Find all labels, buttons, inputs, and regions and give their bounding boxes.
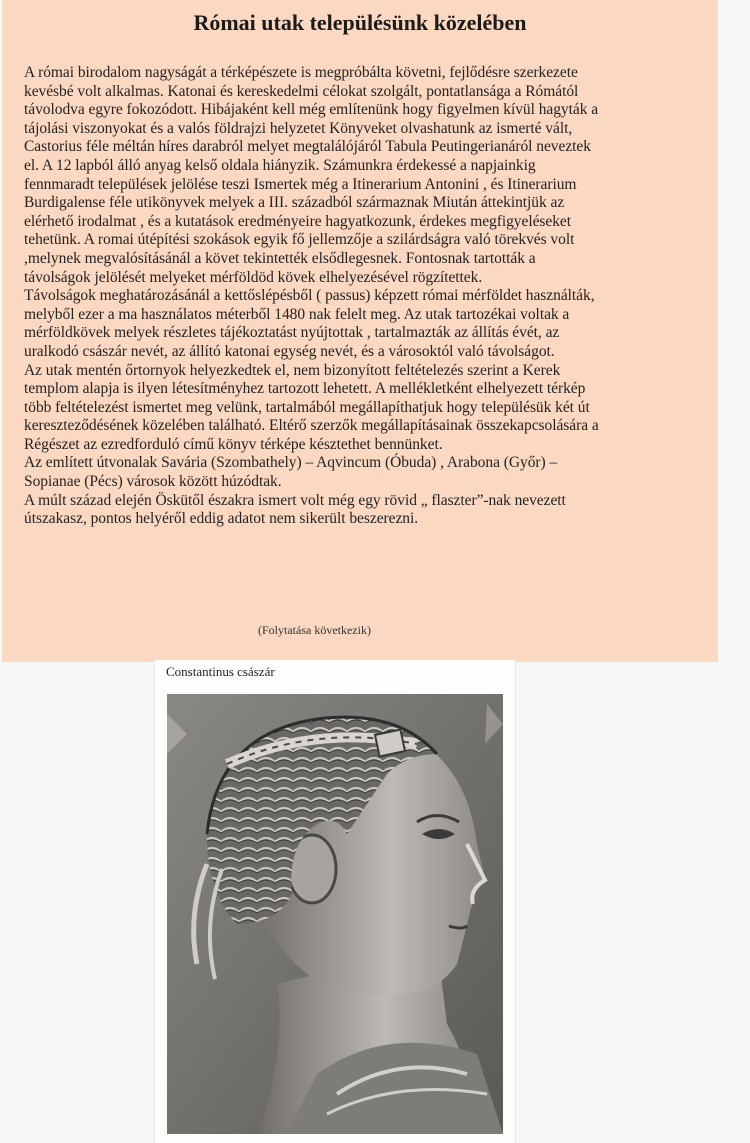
body-line: Az említett útvonalak Savária (Szombathely) – Aqvincum (Óbuda) , Arabona (Győr) – xyxy=(24,454,558,472)
body-line: fennmaradt települések jelölése teszi Ismertek még a Itinerarium Antonini , és Itinerarium xyxy=(24,175,577,193)
body-line: A római birodalom nagyságát a térképészete is megpróbálta követni, fejlődésre szerkezete xyxy=(24,64,578,81)
body-line: távolságok jelölését melyeket mérföldöd kövek elhelyezésével rögzítettek. xyxy=(24,268,483,286)
body-line: el. A 12 lapból álló anyag kelső oldala hiányzik. Számunkra érdekessé a napjainkig xyxy=(24,156,536,174)
body-line: több feltételezést ismertet meg velünk, tartalmából megállapíthatjuk hogy településük két út xyxy=(24,398,590,416)
body-line: Burdigalense féle utikönyvek melyek a III. századból származnak Miután áttekintjük az xyxy=(24,194,565,212)
body-line: Távolságok meghatározásánál a kettőslépésből ( passus) képzett római mérföldet használták, xyxy=(24,287,595,305)
body-line: Castorius féle méltán híres darabról melyet megtalálójáról Tabula Peutingerianáról neveztek xyxy=(24,138,591,156)
body-line: mérföldkövek melyek részletes tájékoztatást nyújtottak , tartalmazták az állítás évét, az xyxy=(24,324,560,342)
article-sheet xyxy=(2,0,718,662)
body-line: útszakasz, pontos helyéről eddig adatot nem sikerült beszerezni. xyxy=(24,510,419,528)
body-line: melyből ezer a ma használatos méterből 1480 nak felelt meg. Az utak tartozékai voltak a xyxy=(24,305,570,323)
page-title: Római utak településünk közelében xyxy=(193,10,527,35)
body-line: ,melynek megvalósításánál a követ tekintették elsődlegesnek. Fontosnak tartották a xyxy=(24,249,536,267)
body-line: elérhető irodalmat , és a kutatások eredményeire hagyatkozunk, érdekes megfigyeléseket xyxy=(24,212,572,230)
body-line: Az utak mentén őrtornyok helyezkedtek el, nem bizonyított feltételezés szerint a Kerek xyxy=(24,361,561,379)
body-line: tájolási viszonyokat és a valós földrajzi helyzetet Könyveket olvashatunk az ismerté vált, xyxy=(24,119,573,137)
photo-caption: Constantinus császár xyxy=(166,664,275,679)
photo-card xyxy=(154,660,516,1143)
body-line: templom alapja is ilyen létesítményhez tartozott lehetett. A mellékletként elhelyezett térkép xyxy=(24,380,586,398)
body-line: Sopianae (Pécs) városok között húzódtak. xyxy=(24,473,282,491)
continuation-note: (Folytatása következik) xyxy=(258,623,371,637)
body-line: kereszteződésének közelében található. Eltérő szerzők megállapításainak összekapcsolására a xyxy=(24,417,599,435)
body-line: tehetünk. A romai útépítési szokások egyik fő jellemzője a szilárdságra való törekvés volt xyxy=(24,231,575,249)
article-body xyxy=(24,64,714,529)
body-line: A múlt század elején Öskütől északra ismert volt még egy rövid „ flaszter”-nak nevezett xyxy=(24,491,566,509)
emperor-portrait xyxy=(167,694,503,1134)
body-line: kevésbé volt alkalmas. Katonai és kereskedelmi célokat szolgált, pontatlansága a Rómától xyxy=(24,82,579,100)
body-line: távolodva egyre fokozódott. Hibájaként kell még említenünk hogy figyelmen kívül hagyták a xyxy=(24,101,599,119)
body-line: Régészet az ezredforduló című könyv térképe késztethet bennünket. xyxy=(24,435,443,453)
body-line: uralkodó császár nevét, az állító katonai egység nevét, és a városoktól való távolságot. xyxy=(24,342,555,360)
